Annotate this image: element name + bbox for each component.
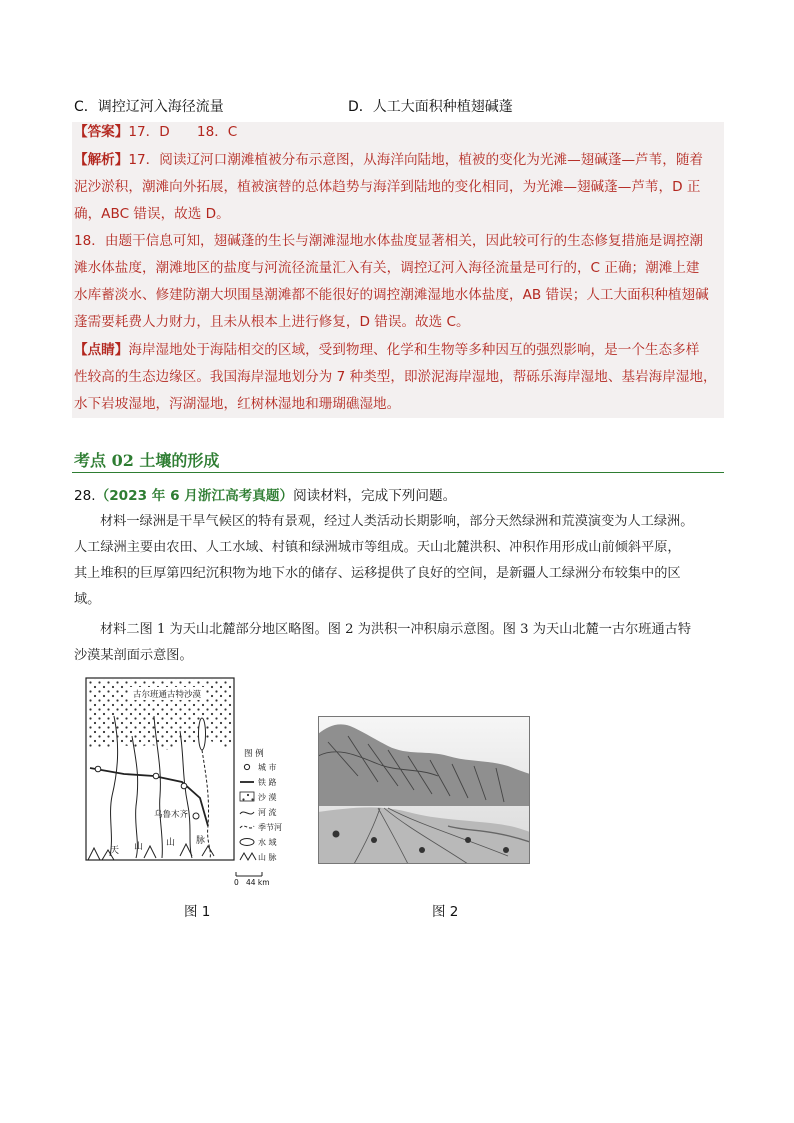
material-line-1: 材料一绿洲是干旱气候区的特有景观，经过人类活动长期影响，部分天然绿洲和荒漠演变为人工绿洲。 <box>100 514 694 529</box>
answer-line <box>74 122 237 142</box>
legend-item-river: 河 流 <box>258 808 277 817</box>
highlight-tag: 【点睛】 <box>74 342 129 358</box>
analysis-line-6: 水库蓄淡水、修建防潮大坝围垦潮滩都不能很好的调控潮滩湿地水体盐度，AB 错误；人工大面积种植翅碱 <box>74 287 709 303</box>
figure-2-caption: 图 2 <box>432 904 459 920</box>
legend-item-mountain: 山 脉 <box>258 853 277 862</box>
analysis-line-4: 18．由题干信息可知，翅碱蓬的生长与潮滩湿地水体盐度显著相关，因此较可行的生态修复措施是调控潮 <box>74 233 704 249</box>
legend-river-icon <box>240 812 254 814</box>
analysis-text-1: 17．阅读辽河口潮滩植被分布示意图，从海洋向陆地，植被的变化为光滩—翅碱蓬—芦苇，随着 <box>128 152 704 168</box>
city-3 <box>181 783 187 789</box>
question-prompt: 阅读材料，完成下列问题。 <box>293 488 457 504</box>
mountain-char-4: 脉 <box>196 836 206 846</box>
scale-label: 44 km <box>246 878 270 887</box>
material-line-6: 沙漠某剖面示意图。 <box>74 648 193 663</box>
legend-seasonal-river-icon <box>240 826 254 828</box>
city-urumqi <box>193 813 199 819</box>
answer-text: 17．D 18．C <box>128 124 238 140</box>
mountain-char-1: 天 <box>110 846 120 856</box>
section-divider <box>72 472 724 473</box>
desert-label: 古尔班通古特沙漠 <box>132 690 202 700</box>
analysis-line-3: 确，ABC 错误，故选 D。 <box>74 206 230 222</box>
mountain-char-2: 山 <box>134 842 144 852</box>
option-d: D．人工大面积种植翅碱蓬 <box>348 99 513 115</box>
legend-city-icon <box>244 764 249 769</box>
legend-item-desert: 沙 漠 <box>258 793 277 802</box>
city-2 <box>153 773 159 779</box>
legend-item-railway: 铁 路 <box>258 778 277 787</box>
material-line-2: 人工绿洲主要由农田、人工水域、村镇和绿洲城市等组成。天山北麓洪积、冲积作用形成山前倾斜平原， <box>74 540 681 555</box>
material-line-4: 域。 <box>74 592 101 607</box>
analysis-tag: 【解析】 <box>74 152 129 168</box>
figure-2-alluvial-fan <box>318 716 530 864</box>
legend-water-icon <box>240 839 254 846</box>
legend-item-city: 城 市 <box>258 763 277 772</box>
legend-desert-icon <box>240 792 254 801</box>
highlight-line-2: 性较高的生态边缘区。我国海岸湿地划分为 7 种类型，即淤泥海岸湿地，帮砾乐海岸湿地、基岩海岸湿地， <box>74 369 717 385</box>
figure-1-map <box>84 676 304 888</box>
city-1 <box>95 766 101 772</box>
section-title: 考点 02 土壤的形成 <box>74 451 220 470</box>
scale-zero: 0 <box>234 878 239 887</box>
fig2-tree-1 <box>333 831 340 838</box>
highlight-line-3: 水下岩坡湿地，泻湖湿地，红树林湿地和珊瑚礁湿地。 <box>74 396 401 412</box>
figure-1-caption: 图 1 <box>184 904 211 920</box>
question-number: 28. <box>74 488 96 504</box>
fig2-tree-2 <box>371 837 377 843</box>
analysis-line-5: 滩水体盐度，潮滩地区的盐度与河流径流量汇入有关，调控辽河入海径流量是可行的，C 正确；潮滩上建 <box>74 260 700 276</box>
analysis-line-7: 蓬需要耗费人力财力，且未从根本上进行修复，D 错误。故选 C。 <box>74 314 470 330</box>
analysis-line-1 <box>74 150 703 170</box>
fig2-tree-5 <box>503 847 509 853</box>
legend-item-water: 水 域 <box>258 838 277 847</box>
mountain-char-3: 山 <box>166 838 176 848</box>
material-line-5: 材料二图 1 为天山北麓部分地区略图。图 2 为洪积一冲积扇示意图。图 3 为天山北麓一古尔班通古特 <box>100 622 692 637</box>
answer-tag: 【答案】 <box>74 124 129 140</box>
highlight-text-1: 海岸湿地处于海陆相交的区域，受到物理、化学和生物等多种因互的强烈影响，是一个生态多样 <box>128 342 700 358</box>
highlight-line-1 <box>74 340 699 360</box>
option-c: C．调控辽河入海径流量 <box>74 99 224 115</box>
fig2-tree-3 <box>419 847 425 853</box>
fig2-tree-4 <box>465 837 471 843</box>
question-28 <box>74 484 456 504</box>
legend-mountain-icon <box>240 853 256 860</box>
question-source: （2023 年 6 月浙江高考真题） <box>95 488 294 504</box>
analysis-line-2: 泥沙淤积，潮滩向外拓展，植被演替的总体趋势与海洋到陆地的变化相同，为光滩—翅碱蓬—芦苇，D 正 <box>74 179 701 195</box>
lake <box>199 718 206 750</box>
legend-item-seasonal-river: 季节河 <box>258 823 282 832</box>
city-urumqi-label: 乌鲁木齐 <box>154 810 189 820</box>
material-line-3: 其上堆积的巨厚第四纪沉积物为地下水的储存、运移提供了良好的空间，是新疆人工绿洲分布较集中的区 <box>74 566 681 581</box>
legend-title: 图 例 <box>244 749 264 759</box>
